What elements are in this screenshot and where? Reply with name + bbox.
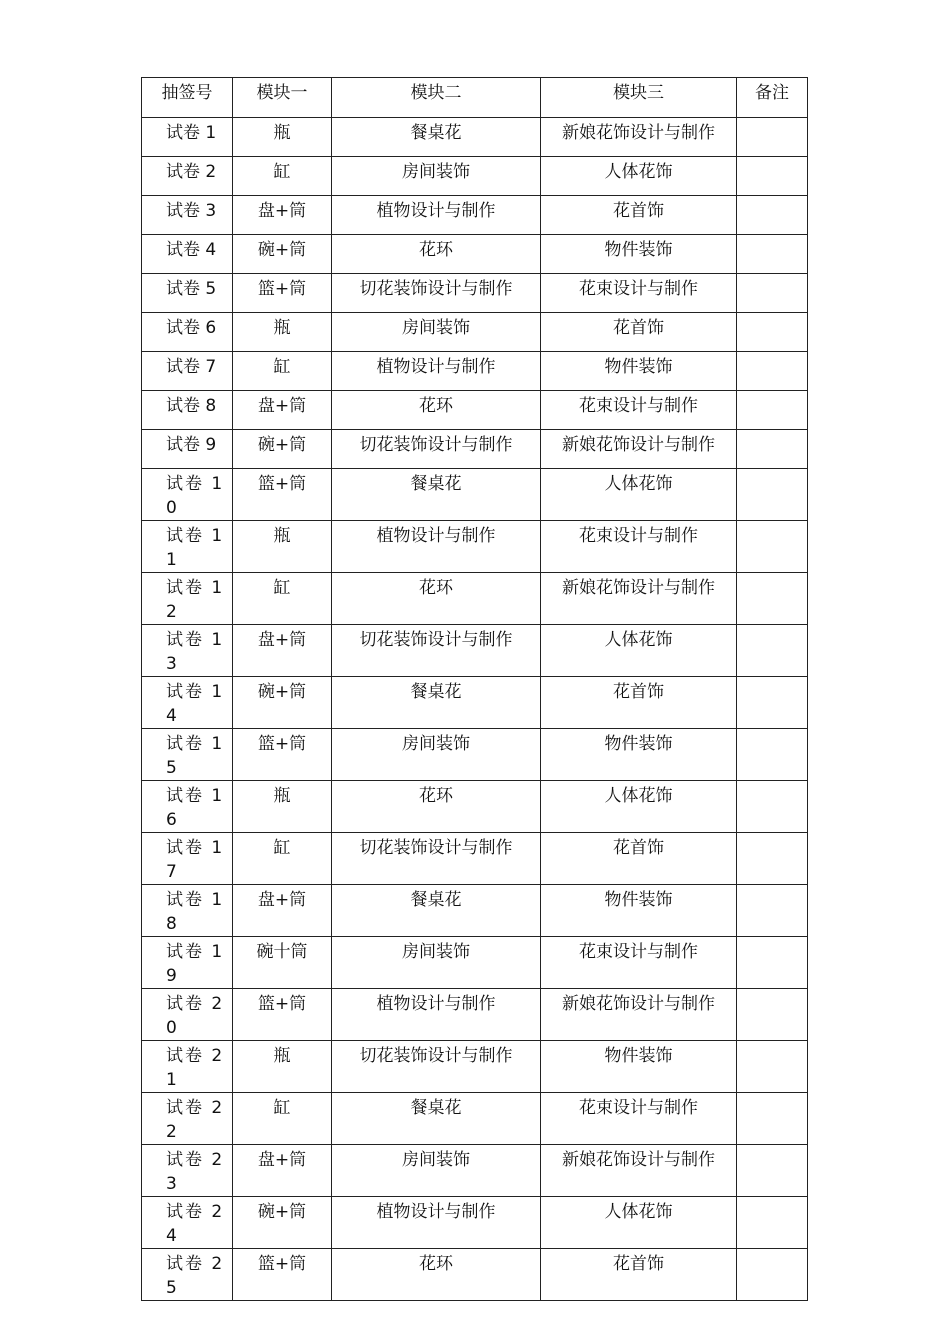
module-two-cell — [332, 313, 541, 352]
module-two-cell-text: 切花装饰设计与制作 — [359, 279, 513, 299]
module-one-cell-text: 盘+筒 — [257, 201, 307, 221]
remarks-cell — [737, 885, 808, 937]
module-two-cell — [332, 1093, 541, 1145]
draw-number-cell-text: 试卷 5 — [166, 279, 217, 299]
draw-number-cell — [142, 1041, 233, 1093]
module-one-cell — [233, 677, 332, 729]
module-one-cell — [233, 1041, 332, 1093]
module-one-cell-text: 缸 — [273, 357, 291, 377]
table-row — [142, 1249, 808, 1301]
draw-number-cell-text: 试卷 12 — [166, 578, 225, 622]
module-two-cell-text: 植物设计与制作 — [376, 526, 496, 546]
draw-number-cell — [142, 729, 233, 781]
draw-number-cell-text: 试卷 25 — [166, 1254, 225, 1298]
module-one-cell — [233, 989, 332, 1041]
module-two-cell-text: 房间装饰 — [402, 318, 470, 338]
remarks-cell — [737, 1093, 808, 1145]
module-one-cell — [233, 521, 332, 573]
remarks-cell-text — [737, 521, 807, 524]
table-row — [142, 625, 808, 677]
module-two-cell — [332, 937, 541, 989]
draw-number-cell — [142, 781, 233, 833]
module-two-cell — [332, 625, 541, 677]
module-one-cell — [233, 352, 332, 391]
module-one-cell-text: 缸 — [273, 1098, 291, 1118]
table-row — [142, 157, 808, 196]
draw-number-cell-text: 试卷 9 — [166, 435, 217, 455]
remarks-cell — [737, 313, 808, 352]
module-one-cell-text: 碗+筒 — [257, 240, 307, 260]
module-one-cell — [233, 937, 332, 989]
draw-number-cell — [142, 391, 233, 430]
module-three-cell — [541, 469, 737, 521]
remarks-cell — [737, 677, 808, 729]
module-two-cell — [332, 989, 541, 1041]
draw-number-cell — [142, 1093, 233, 1145]
table-row — [142, 1041, 808, 1093]
table-row — [142, 274, 808, 313]
module-two-cell-text: 花环 — [419, 240, 453, 260]
module-three-cell-text: 人体花饰 — [604, 630, 673, 650]
module-one-cell-text: 瓶 — [273, 526, 291, 546]
draw-number-cell-text: 试卷 2 — [166, 162, 217, 182]
draw-number-cell-text: 试卷 1 — [166, 123, 217, 143]
remarks-cell-text — [737, 885, 807, 888]
remarks-cell-text — [737, 1249, 807, 1252]
draw-number-cell — [142, 352, 233, 391]
exam-draw-table — [141, 77, 808, 1301]
remarks-cell-text — [737, 573, 807, 576]
header-module-three: 模块三 — [541, 78, 737, 118]
table-row — [142, 573, 808, 625]
module-three-cell-text: 花束设计与制作 — [579, 942, 698, 962]
draw-number-cell-text: 试卷 15 — [166, 734, 225, 778]
module-three-cell — [541, 1197, 737, 1249]
draw-number-cell-text: 试卷 10 — [166, 474, 225, 518]
module-three-cell-text: 花束设计与制作 — [579, 396, 698, 416]
module-one-cell — [233, 274, 332, 313]
module-one-cell-text: 盘+筒 — [257, 890, 307, 910]
module-three-cell-text: 新娘花饰设计与制作 — [562, 578, 715, 598]
draw-number-cell — [142, 833, 233, 885]
module-two-cell — [332, 1249, 541, 1301]
table-row — [142, 391, 808, 430]
module-one-cell — [233, 430, 332, 469]
module-three-cell — [541, 625, 737, 677]
module-one-cell — [233, 1145, 332, 1197]
table-row — [142, 1145, 808, 1197]
remarks-cell-text — [737, 1093, 807, 1096]
module-two-cell — [332, 469, 541, 521]
draw-number-cell-text: 试卷 20 — [166, 994, 225, 1038]
module-three-cell — [541, 781, 737, 833]
module-two-cell-text: 切花装饰设计与制作 — [359, 1046, 513, 1066]
module-one-cell — [233, 1249, 332, 1301]
module-three-cell — [541, 118, 737, 157]
module-three-cell-text: 花束设计与制作 — [579, 1098, 698, 1118]
draw-number-cell — [142, 677, 233, 729]
module-one-cell — [233, 573, 332, 625]
remarks-cell — [737, 781, 808, 833]
module-two-cell — [332, 430, 541, 469]
draw-number-cell — [142, 937, 233, 989]
module-three-cell-text: 物件装饰 — [604, 357, 673, 377]
module-two-cell-text: 切花装饰设计与制作 — [359, 435, 513, 455]
draw-number-cell-text: 试卷 16 — [166, 786, 225, 830]
table-row — [142, 313, 808, 352]
module-two-cell — [332, 521, 541, 573]
table-row — [142, 781, 808, 833]
module-two-cell — [332, 1145, 541, 1197]
module-two-cell-text: 餐桌花 — [410, 474, 462, 494]
module-two-cell — [332, 118, 541, 157]
draw-number-cell-text: 试卷 7 — [166, 357, 217, 377]
module-two-cell — [332, 352, 541, 391]
module-one-cell-text: 篮+筒 — [257, 1254, 307, 1274]
draw-number-cell-text: 试卷 13 — [166, 630, 225, 674]
draw-number-cell-text: 试卷 14 — [166, 682, 225, 726]
module-two-cell — [332, 235, 541, 274]
module-one-cell-text: 碗+筒 — [257, 435, 307, 455]
remarks-cell-text — [737, 677, 807, 680]
header-remarks: 备注 — [737, 78, 808, 118]
module-one-cell-text: 缸 — [273, 578, 291, 598]
module-one-cell — [233, 625, 332, 677]
module-one-cell — [233, 235, 332, 274]
module-three-cell — [541, 885, 737, 937]
draw-number-cell-text: 试卷 22 — [166, 1098, 225, 1142]
module-three-cell-text: 花束设计与制作 — [579, 526, 698, 546]
table-row — [142, 885, 808, 937]
draw-number-cell-text: 试卷 23 — [166, 1150, 225, 1194]
module-three-cell — [541, 235, 737, 274]
remarks-cell-text — [737, 833, 807, 836]
table-row — [142, 235, 808, 274]
module-two-cell — [332, 677, 541, 729]
remarks-cell — [737, 1249, 808, 1301]
draw-number-cell-text: 试卷 24 — [166, 1202, 225, 1246]
remarks-cell — [737, 833, 808, 885]
table-row — [142, 937, 808, 989]
draw-number-cell — [142, 625, 233, 677]
remarks-cell — [737, 1145, 808, 1197]
module-one-cell-text: 碗+筒 — [257, 682, 307, 702]
remarks-cell — [737, 352, 808, 391]
module-one-cell — [233, 313, 332, 352]
remarks-cell-text — [737, 781, 807, 784]
module-two-cell-text: 房间装饰 — [402, 1150, 470, 1170]
module-two-cell-text: 房间装饰 — [402, 734, 470, 754]
remarks-cell — [737, 274, 808, 313]
module-one-cell — [233, 157, 332, 196]
remarks-cell — [737, 118, 808, 157]
module-two-cell — [332, 781, 541, 833]
module-two-cell — [332, 196, 541, 235]
draw-number-cell — [142, 430, 233, 469]
module-one-cell-text: 瓶 — [273, 318, 291, 338]
draw-number-cell — [142, 1197, 233, 1249]
module-two-cell-text: 植物设计与制作 — [376, 994, 496, 1014]
draw-number-cell — [142, 885, 233, 937]
module-one-cell-text: 缸 — [273, 838, 291, 858]
remarks-cell-text — [737, 469, 807, 472]
module-three-cell-text: 人体花饰 — [604, 474, 673, 494]
draw-number-cell-text: 试卷 8 — [166, 396, 217, 416]
module-one-cell-text: 盘+筒 — [257, 1150, 307, 1170]
module-three-cell — [541, 729, 737, 781]
module-two-cell — [332, 573, 541, 625]
module-two-cell-text: 餐桌花 — [410, 123, 462, 143]
draw-number-cell — [142, 1249, 233, 1301]
table-row — [142, 1197, 808, 1249]
module-two-cell-text: 房间装饰 — [402, 942, 470, 962]
draw-number-cell — [142, 274, 233, 313]
module-one-cell — [233, 196, 332, 235]
remarks-cell-text — [737, 1197, 807, 1200]
remarks-cell — [737, 391, 808, 430]
draw-number-cell-text: 试卷 11 — [166, 526, 225, 570]
module-one-cell-text: 瓶 — [273, 123, 291, 143]
table-body — [142, 118, 808, 1301]
draw-number-cell — [142, 989, 233, 1041]
header-module-two: 模块二 — [332, 78, 541, 118]
module-two-cell — [332, 833, 541, 885]
module-two-cell-text: 切花装饰设计与制作 — [359, 630, 513, 650]
table-row — [142, 430, 808, 469]
module-three-cell — [541, 833, 737, 885]
remarks-cell — [737, 157, 808, 196]
draw-number-cell — [142, 235, 233, 274]
module-one-cell-text: 碗十筒 — [256, 942, 308, 962]
module-two-cell-text: 花环 — [419, 1254, 453, 1274]
module-three-cell-text: 花首饰 — [613, 201, 664, 221]
remarks-cell-text — [737, 235, 807, 238]
module-three-cell — [541, 573, 737, 625]
table-row — [142, 1093, 808, 1145]
header-module-one: 模块一 — [233, 78, 332, 118]
module-two-cell-text: 切花装饰设计与制作 — [359, 838, 513, 858]
table-row — [142, 833, 808, 885]
module-two-cell-text: 房间装饰 — [402, 162, 470, 182]
module-one-cell — [233, 118, 332, 157]
module-one-cell-text: 篮+筒 — [257, 474, 307, 494]
table-row — [142, 729, 808, 781]
remarks-cell — [737, 430, 808, 469]
table-row — [142, 196, 808, 235]
remarks-cell-text — [737, 937, 807, 940]
remarks-cell — [737, 729, 808, 781]
draw-number-cell — [142, 521, 233, 573]
module-three-cell-text: 花首饰 — [613, 682, 664, 702]
module-one-cell-text: 缸 — [273, 162, 291, 182]
module-three-cell — [541, 196, 737, 235]
remarks-cell-text — [737, 274, 807, 277]
remarks-cell-text — [737, 1145, 807, 1148]
module-one-cell — [233, 1197, 332, 1249]
remarks-cell-text — [737, 391, 807, 394]
module-one-cell — [233, 729, 332, 781]
module-one-cell — [233, 469, 332, 521]
draw-number-cell-text: 试卷 17 — [166, 838, 225, 882]
module-three-cell — [541, 677, 737, 729]
module-three-cell — [541, 391, 737, 430]
draw-number-cell — [142, 157, 233, 196]
module-one-cell — [233, 391, 332, 430]
module-two-cell — [332, 729, 541, 781]
module-two-cell-text: 餐桌花 — [410, 890, 462, 910]
module-two-cell-text: 植物设计与制作 — [376, 201, 496, 221]
module-three-cell-text: 新娘花饰设计与制作 — [562, 994, 715, 1014]
module-one-cell-text: 篮+筒 — [257, 279, 307, 299]
module-three-cell — [541, 274, 737, 313]
module-two-cell-text: 餐桌花 — [410, 682, 462, 702]
remarks-cell — [737, 989, 808, 1041]
module-three-cell — [541, 989, 737, 1041]
module-two-cell — [332, 1197, 541, 1249]
module-two-cell-text: 植物设计与制作 — [376, 1202, 496, 1222]
table-row — [142, 469, 808, 521]
module-three-cell — [541, 157, 737, 196]
remarks-cell — [737, 235, 808, 274]
module-three-cell-text: 物件装饰 — [604, 1046, 673, 1066]
module-three-cell-text: 人体花饰 — [604, 1202, 673, 1222]
draw-number-cell-text: 试卷 19 — [166, 942, 225, 986]
remarks-cell — [737, 196, 808, 235]
draw-number-cell-text: 试卷 21 — [166, 1046, 225, 1090]
draw-number-cell — [142, 469, 233, 521]
module-two-cell-text: 植物设计与制作 — [376, 357, 496, 377]
module-three-cell-text: 花首饰 — [613, 1254, 664, 1274]
remarks-cell — [737, 1041, 808, 1093]
module-three-cell — [541, 1041, 737, 1093]
module-one-cell-text: 瓶 — [273, 1046, 291, 1066]
table-row — [142, 521, 808, 573]
header-draw-number: 抽签号 — [142, 78, 233, 118]
module-one-cell-text: 盘+筒 — [257, 396, 307, 416]
module-three-cell — [541, 937, 737, 989]
remarks-cell-text — [737, 729, 807, 732]
draw-number-cell — [142, 573, 233, 625]
remarks-cell — [737, 1197, 808, 1249]
module-three-cell-text: 人体花饰 — [604, 162, 673, 182]
remarks-cell-text — [737, 1041, 807, 1044]
table-header-row — [142, 78, 808, 118]
draw-number-cell-text: 试卷 4 — [166, 240, 217, 260]
module-three-cell — [541, 313, 737, 352]
module-two-cell — [332, 885, 541, 937]
module-two-cell-text: 花环 — [419, 786, 453, 806]
module-one-cell-text: 碗+筒 — [257, 1202, 307, 1222]
remarks-cell — [737, 625, 808, 677]
module-one-cell — [233, 1093, 332, 1145]
table-row — [142, 352, 808, 391]
module-one-cell — [233, 781, 332, 833]
table-row — [142, 677, 808, 729]
remarks-cell — [737, 469, 808, 521]
module-two-cell — [332, 157, 541, 196]
module-three-cell-text: 花束设计与制作 — [579, 279, 698, 299]
module-one-cell-text: 瓶 — [273, 786, 291, 806]
module-one-cell-text: 篮+筒 — [257, 734, 307, 754]
module-two-cell-text: 花环 — [419, 396, 453, 416]
module-three-cell-text: 新娘花饰设计与制作 — [562, 123, 715, 143]
module-two-cell — [332, 1041, 541, 1093]
module-one-cell-text: 篮+筒 — [257, 994, 307, 1014]
module-three-cell-text: 人体花饰 — [604, 786, 673, 806]
remarks-cell-text — [737, 313, 807, 316]
draw-number-cell — [142, 118, 233, 157]
module-three-cell-text: 物件装饰 — [604, 890, 673, 910]
module-two-cell-text: 餐桌花 — [410, 1098, 462, 1118]
module-three-cell — [541, 1145, 737, 1197]
module-two-cell-text: 花环 — [419, 578, 453, 598]
remarks-cell-text — [737, 157, 807, 160]
table-row — [142, 118, 808, 157]
remarks-cell-text — [737, 196, 807, 199]
module-two-cell — [332, 274, 541, 313]
remarks-cell-text — [737, 430, 807, 433]
draw-number-cell-text: 试卷 18 — [166, 890, 225, 934]
module-three-cell — [541, 430, 737, 469]
table-row — [142, 989, 808, 1041]
remarks-cell — [737, 937, 808, 989]
module-one-cell — [233, 833, 332, 885]
module-one-cell-text: 盘+筒 — [257, 630, 307, 650]
module-three-cell-text: 新娘花饰设计与制作 — [562, 435, 715, 455]
draw-number-cell — [142, 196, 233, 235]
module-three-cell-text: 花首饰 — [613, 838, 664, 858]
remarks-cell-text — [737, 118, 807, 121]
remarks-cell — [737, 573, 808, 625]
draw-number-cell — [142, 1145, 233, 1197]
module-three-cell-text: 新娘花饰设计与制作 — [562, 1150, 715, 1170]
draw-number-cell — [142, 313, 233, 352]
draw-number-cell-text: 试卷 3 — [166, 201, 217, 221]
module-three-cell-text: 花首饰 — [613, 318, 664, 338]
module-three-cell — [541, 1093, 737, 1145]
module-one-cell — [233, 885, 332, 937]
module-three-cell-text: 物件装饰 — [604, 240, 673, 260]
module-three-cell-text: 物件装饰 — [604, 734, 673, 754]
draw-number-cell-text: 试卷 6 — [166, 318, 217, 338]
module-two-cell — [332, 391, 541, 430]
remarks-cell-text — [737, 352, 807, 355]
remarks-cell — [737, 521, 808, 573]
module-three-cell — [541, 352, 737, 391]
remarks-cell-text — [737, 989, 807, 992]
module-three-cell — [541, 521, 737, 573]
module-three-cell — [541, 1249, 737, 1301]
remarks-cell-text — [737, 625, 807, 628]
